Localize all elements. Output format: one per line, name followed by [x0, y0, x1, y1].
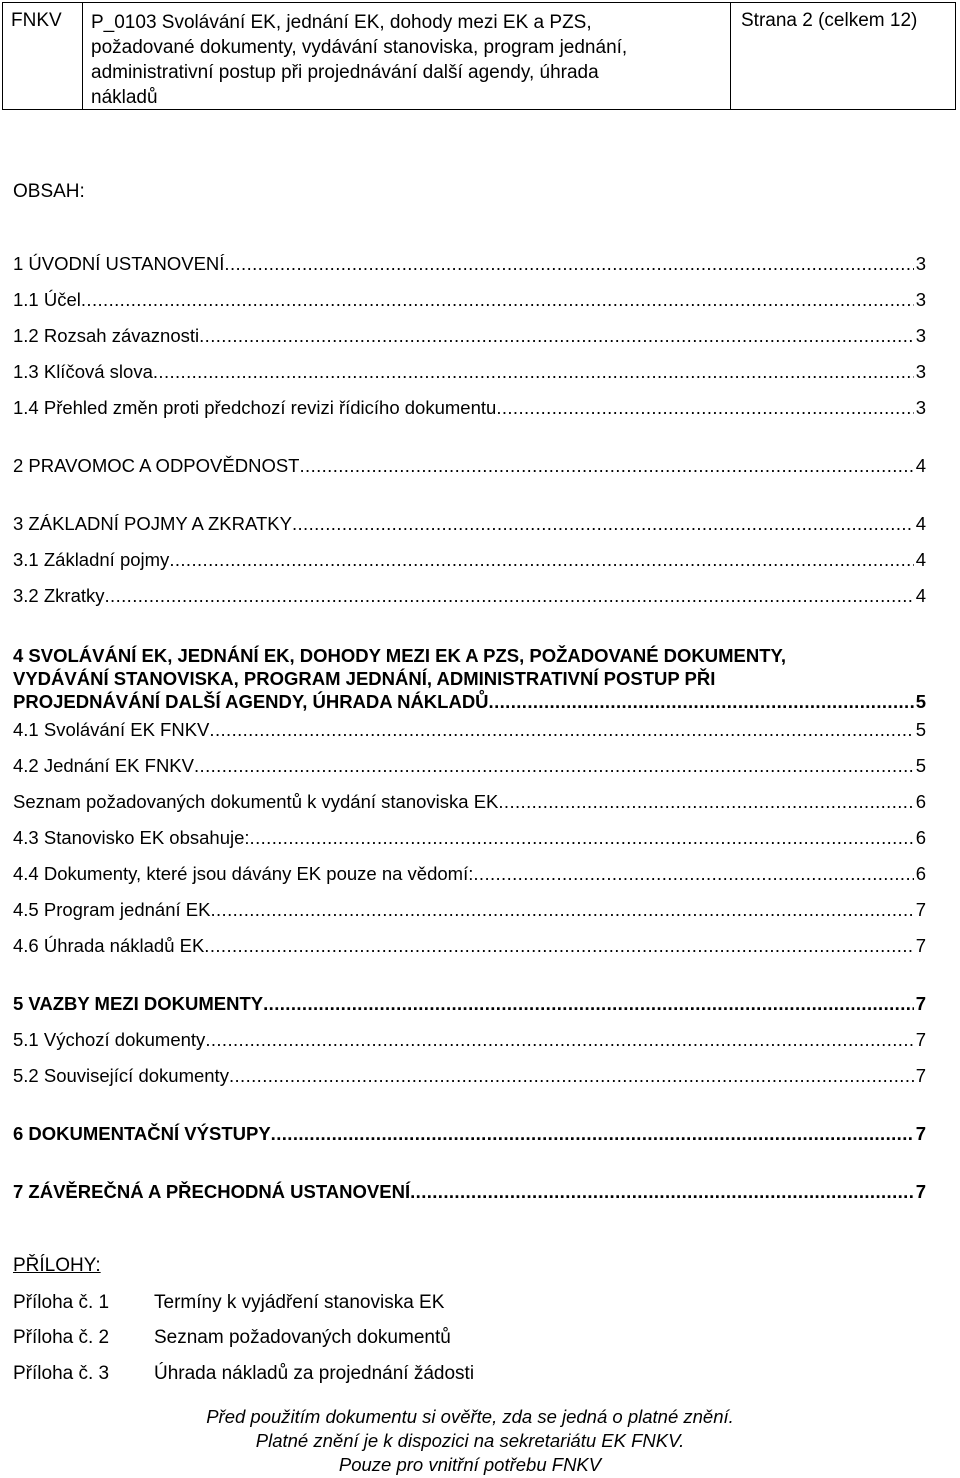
toc-entry-1[interactable] [13, 253, 926, 289]
document-header [2, 2, 956, 110]
toc-entry-text-line: PROJEDNÁVÁNÍ DALŠÍ AGENDY, ÚHRADA NÁKLADŮ [13, 691, 489, 712]
toc-entry-text: 1.3 Klíčová slova [13, 361, 153, 382]
toc-entry-page: 7 [915, 1123, 926, 1144]
toc-entry-text: 4.5 Program jednání EK [13, 899, 211, 920]
toc-entry-4-2[interactable] [13, 755, 926, 791]
attachment-item [13, 1327, 451, 1349]
footer-line: Před použitím dokumentu si ověřte, zda se jedná o platné znění. [206, 1406, 734, 1427]
toc-entry-4-4[interactable] [13, 863, 926, 899]
contents-heading: OBSAH: [13, 181, 85, 202]
toc-entry-page: 3 [915, 397, 926, 418]
toc-entry-text: 5 VAZBY MEZI DOKUMENTY [13, 993, 264, 1014]
header-title [83, 3, 731, 110]
toc-entry-text: Seznam požadovaných dokumentů k vydání stanoviska EK [13, 791, 499, 812]
attachment-label: Příloha č. 2 [13, 1327, 110, 1348]
attachment-text: Seznam požadovaných dokumentů [154, 1327, 451, 1348]
document-footer [0, 1405, 940, 1477]
toc-entry-6[interactable] [13, 1123, 926, 1159]
toc-entry-text: 4.4 Dokumenty, které jsou dávány EK pouze na vědomí: [13, 863, 474, 884]
toc-entry-text: 3 ZÁKLADNÍ POJMY A ZKRATKY [13, 513, 292, 534]
toc-entry-page: 3 [915, 289, 926, 310]
toc-entry-page: 5 [915, 719, 926, 740]
toc-entry-text: 4.1 Svolávání EK FNKV [13, 719, 210, 740]
toc-entry-page: 4 [915, 513, 926, 534]
attachment-item [13, 1292, 444, 1314]
toc-entry-3-2[interactable] [13, 585, 926, 621]
toc-entry-1-4[interactable] [13, 397, 926, 433]
toc-entry-text: 3.1 Základní pojmy [13, 549, 170, 570]
toc-entry-4-3[interactable] [13, 827, 926, 863]
toc-entry-1-1[interactable] [13, 289, 926, 325]
toc-entry-text: 4.2 Jednání EK FNKV [13, 755, 194, 776]
toc-entry-1-2[interactable] [13, 325, 926, 361]
toc-entry-text: 4.3 Stanovisko EK obsahuje: [13, 827, 250, 848]
toc-entry-text: 1 ÚVODNÍ USTANOVENÍ [13, 253, 225, 274]
toc-entry-page: 7 [915, 1029, 926, 1050]
toc-entry-page: 7 [915, 993, 926, 1014]
toc-entry-page: 7 [915, 935, 926, 956]
toc-entry-page: 3 [915, 253, 926, 274]
toc-entry-text: 2 PRAVOMOC A ODPOVĚDNOST [13, 455, 300, 476]
header-org: FNKV [3, 3, 83, 110]
toc-entry-4-5[interactable] [13, 899, 926, 935]
toc-entry-text: 4.6 Úhrada nákladů EK [13, 935, 205, 956]
footer-line: Pouze pro vnitřní potřebu FNKV [338, 1454, 602, 1475]
toc-entry-4-1[interactable] [13, 719, 926, 755]
toc-entry-3[interactable] [13, 513, 926, 549]
toc-entry-5-1[interactable] [13, 1029, 926, 1065]
attachment-text: Úhrada nákladů za projednání žádosti [154, 1363, 475, 1384]
toc-entry-5-2[interactable] [13, 1065, 926, 1101]
header-title-line: nákladů [91, 87, 158, 108]
toc-entry-page: 6 [915, 827, 926, 848]
attachment-item [13, 1363, 474, 1385]
toc-entry-text: 6 DOKUMENTAČNÍ VÝSTUPY [13, 1123, 271, 1144]
toc-entry-page: 7 [915, 1181, 926, 1202]
toc-entry-text: 5.2 Související dokumenty [13, 1065, 229, 1086]
toc-entry-page: 6 [915, 791, 926, 812]
toc-entry-page: 5 [915, 691, 926, 712]
toc-entry-3-1[interactable] [13, 549, 926, 585]
toc-entry-page: 3 [915, 325, 926, 346]
toc-entry-text-line: VYDÁVÁNÍ STANOVISKA, PROGRAM JEDNÁNÍ, ADMINISTRATIVNÍ POSTUP PŘI [13, 668, 716, 689]
toc-entry-text: 7 ZÁVĚREČNÁ A PŘECHODNÁ USTANOVENÍ [13, 1181, 411, 1202]
toc-entry-page: 7 [915, 1065, 926, 1086]
toc-entry-text-line: 4 SVOLÁVÁNÍ EK, JEDNÁNÍ EK, DOHODY MEZI EK A PZS, POŽADOVANÉ DOKUMENTY, [13, 645, 786, 666]
header-title-line: P_0103 Svolávání EK, jednání EK, dohody mezi EK a PZS, [91, 12, 592, 33]
toc-entry-page: 4 [915, 585, 926, 606]
header-title-line: požadované dokumenty, vydávání stanoviska, program jednání, [91, 37, 628, 58]
toc-entry-text: 3.2 Zkratky [13, 585, 105, 606]
attachment-label: Příloha č. 3 [13, 1363, 110, 1384]
toc-entry-4-6[interactable] [13, 935, 926, 971]
toc-entry-1-3[interactable] [13, 361, 926, 397]
attachments-heading: PŘÍLOHY: [13, 1255, 101, 1276]
toc-entry-page: 5 [915, 755, 926, 776]
toc-entry-2[interactable] [13, 455, 926, 491]
toc-entry-page: 6 [915, 863, 926, 884]
toc-entry-5[interactable] [13, 993, 926, 1029]
toc-entry-page: 7 [915, 899, 926, 920]
toc-entry-seznam[interactable] [13, 791, 926, 827]
header-page-number: Strana 2 (celkem 12) [741, 10, 918, 31]
attachment-label: Příloha č. 1 [13, 1292, 110, 1313]
toc-entry-page: 3 [915, 361, 926, 382]
table-of-contents [13, 253, 926, 1217]
toc-entry-7[interactable] [13, 1181, 926, 1217]
attachment-text: Termíny k vyjádření stanoviska EK [154, 1292, 445, 1313]
toc-entry-text: 5.1 Výchozí dokumenty [13, 1029, 206, 1050]
toc-entry-page: 4 [915, 549, 926, 570]
header-title-line: administrativní postup při projednávání další agendy, úhrada [91, 62, 599, 83]
toc-entry-text: 1.1 Účel [13, 289, 81, 310]
toc-entry-4[interactable] [13, 644, 926, 713]
footer-line: Platné znění je k dispozici na sekretariátu EK FNKV. [255, 1430, 685, 1451]
toc-entry-text: 1.4 Přehled změn proti předchozí revizi řídicího dokumentu [13, 397, 497, 418]
toc-entry-text: 1.2 Rozsah závaznosti [13, 325, 200, 346]
toc-entry-page: 4 [915, 455, 926, 476]
